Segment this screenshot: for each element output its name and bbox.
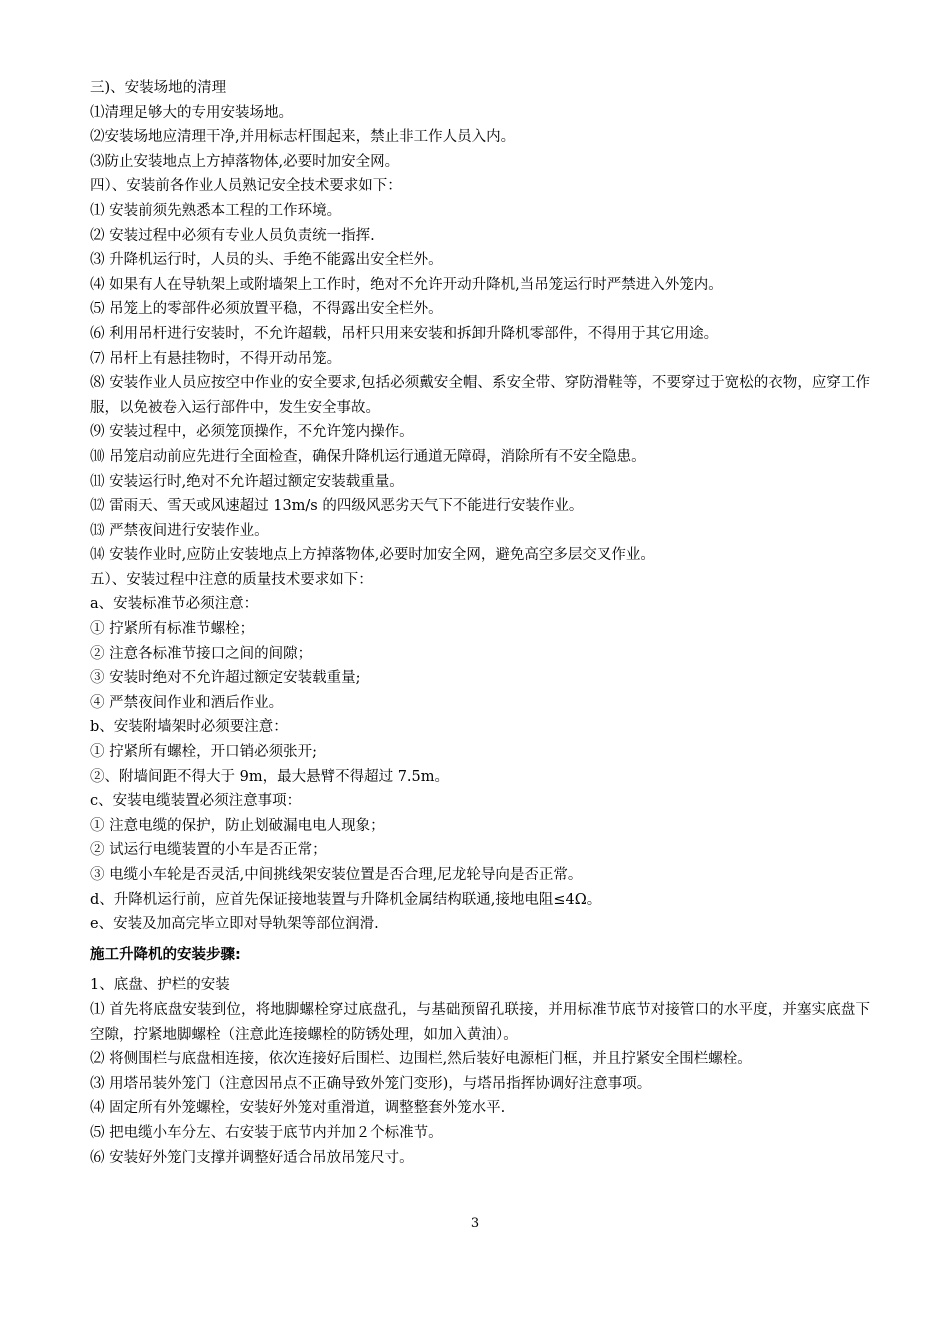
text-line: ⑵安装场地应清理干净,并用标志杆围起来，禁止非工作人员入内。 xyxy=(90,129,516,146)
text-line: e、安装及加高完毕立即对导轨架等部位润滑. xyxy=(90,916,379,933)
text-line: ① 注意电缆的保护，防止划破漏电电人现象； xyxy=(90,817,385,834)
text-line: ⑷ 固定所有外笼螺栓，安装好外笼对重滑道，调整整套外笼水平. xyxy=(90,1100,506,1117)
text-line: ⑵ 安装过程中必须有专业人员负责统一指挥. xyxy=(90,227,375,244)
section-heading-quality-requirements: 五）、安装过程中注意的质量技术要求如下： xyxy=(90,571,373,588)
subheading-chassis-fence: 1、底盘、护栏的安装 xyxy=(90,977,230,994)
text-line: ⒁ 安装作业时,应防止安装地点上方掉落物体,必要时加安全网，避免高空多层交叉作业。 xyxy=(90,547,655,564)
text-paragraph: ⑴ 首先将底盘安装到位，将地脚螺栓穿过底盘孔，与基础预留孔联接，并用标准节底节对接管口的水平度，并塞实底盘下空隙，拧紧地脚螺栓（注意此连接螺栓的防锈处理，如加入黄油）。 xyxy=(90,1001,870,1043)
text-line: ③ 安装时绝对不允许超过额定安装载重量; xyxy=(90,670,361,687)
text-line: ⑶防止安装地点上方掉落物体,必要时加安全网。 xyxy=(90,153,400,170)
text-line: ② 注意各标准节接口之间的间隙； xyxy=(90,645,313,662)
text-line: ⑶ 用塔吊装外笼门（注意因吊点不正确导致外笼门变形)，与塔吊指挥协调好注意事项。 xyxy=(90,1075,652,1092)
text-line: ⑿ 雷雨天、雪天或风速超过 13m/s 的四级风恶劣天气下不能进行安装作业。 xyxy=(90,498,584,515)
text-line: ⑹ 利用吊杆进行安装时，不允许超载，吊杆只用来安装和拆卸升降机零部件，不得用于其它用途。 xyxy=(90,325,719,342)
text-line: ⒀ 严禁夜间进行安装作业。 xyxy=(90,522,269,539)
text-line: ⑷ 如果有人在导轨架上或附墙架上工作时，绝对不允许开动升降机,当吊笼运行时严禁进入外笼内。 xyxy=(90,276,723,293)
subheading-wall-attachment: b、安装附墙架时必须要注意： xyxy=(90,719,288,736)
subheading-cable-device: c、安装电缆装置必须注意事项： xyxy=(90,793,302,810)
text-line: ⑴清理足够大的专用安装场地。 xyxy=(90,104,293,121)
text-line: d、升降机运行前，应首先保证接地装置与升降机金属结构联通,接地电阻≤4Ω。 xyxy=(90,891,602,908)
text-line: ⑵ 将侧围栏与底盘相连接，依次连接好后围栏、边围栏,然后装好电源柜门框，并且拧紧安全围栏螺栓。 xyxy=(90,1051,752,1068)
subheading-standard-section: a、安装标准节必须注意： xyxy=(90,596,259,613)
section-heading-safety-requirements: 四）、安装前各作业人员熟记安全技术要求如下： xyxy=(90,178,402,195)
section-title-installation-steps: 施工升降机的安装步骤: xyxy=(90,946,241,963)
text-line: ⑹ 安装好外笼门支撑并调整好适合吊放吊笼尺寸。 xyxy=(90,1149,414,1166)
document-body xyxy=(90,76,870,1170)
text-line: ① 拧紧所有标准节螺栓； xyxy=(90,621,255,638)
text-line: ②、附墙间距不得大于 9m，最大悬臂不得超过 7.5m。 xyxy=(90,768,450,785)
text-line: ⑸ 吊笼上的零部件必须放置平稳，不得露出安全栏外。 xyxy=(90,301,443,318)
text-line: ② 试运行电缆装置的小车是否正常； xyxy=(90,842,327,859)
text-line: ⑺ 吊杆上有悬挂物时，不得开动吊笼。 xyxy=(90,350,342,367)
page-number: 3 xyxy=(470,1216,480,1231)
text-line: ⑸ 把电缆小车分左、右安装于底节内并加２个标准节。 xyxy=(90,1124,443,1141)
section-heading-site-cleanup: 三)、安装场地的清理 xyxy=(90,80,227,96)
text-line: ⑾ 安装运行时,绝对不允许超过额定安装载重量。 xyxy=(90,473,404,490)
text-line: ⑶ 升降机运行时，人员的头、手绝不能露出安全栏外。 xyxy=(90,252,443,269)
text-line: ⑴ 安装前须先熟悉本工程的工作环境。 xyxy=(90,202,342,219)
text-line: ③ 电缆小车轮是否灵活,中间挑线架安装位置是否合理,尼龙轮导向是否正常。 xyxy=(90,867,583,883)
text-line: ① 拧紧所有螺栓，开口销必须张开; xyxy=(90,744,317,761)
text-line: ④ 严禁夜间作业和酒后作业。 xyxy=(90,694,284,711)
text-line: ⑽ 吊笼启动前应先进行全面检查，确保升降机运行通道无障碍，消除所有不安全隐患。 xyxy=(90,448,646,465)
text-line: ⑼ 安装过程中，必须笼顶操作，不允许笼内操作。 xyxy=(90,424,414,441)
text-paragraph: ⑻ 安装作业人员应按空中作业的安全要求,包括必须戴安全帽、系安全带、穿防滑鞋等，不要穿过于宽松的衣物，应穿工作服，以免被卷入运行部件中，发生安全事故。 xyxy=(90,375,870,416)
